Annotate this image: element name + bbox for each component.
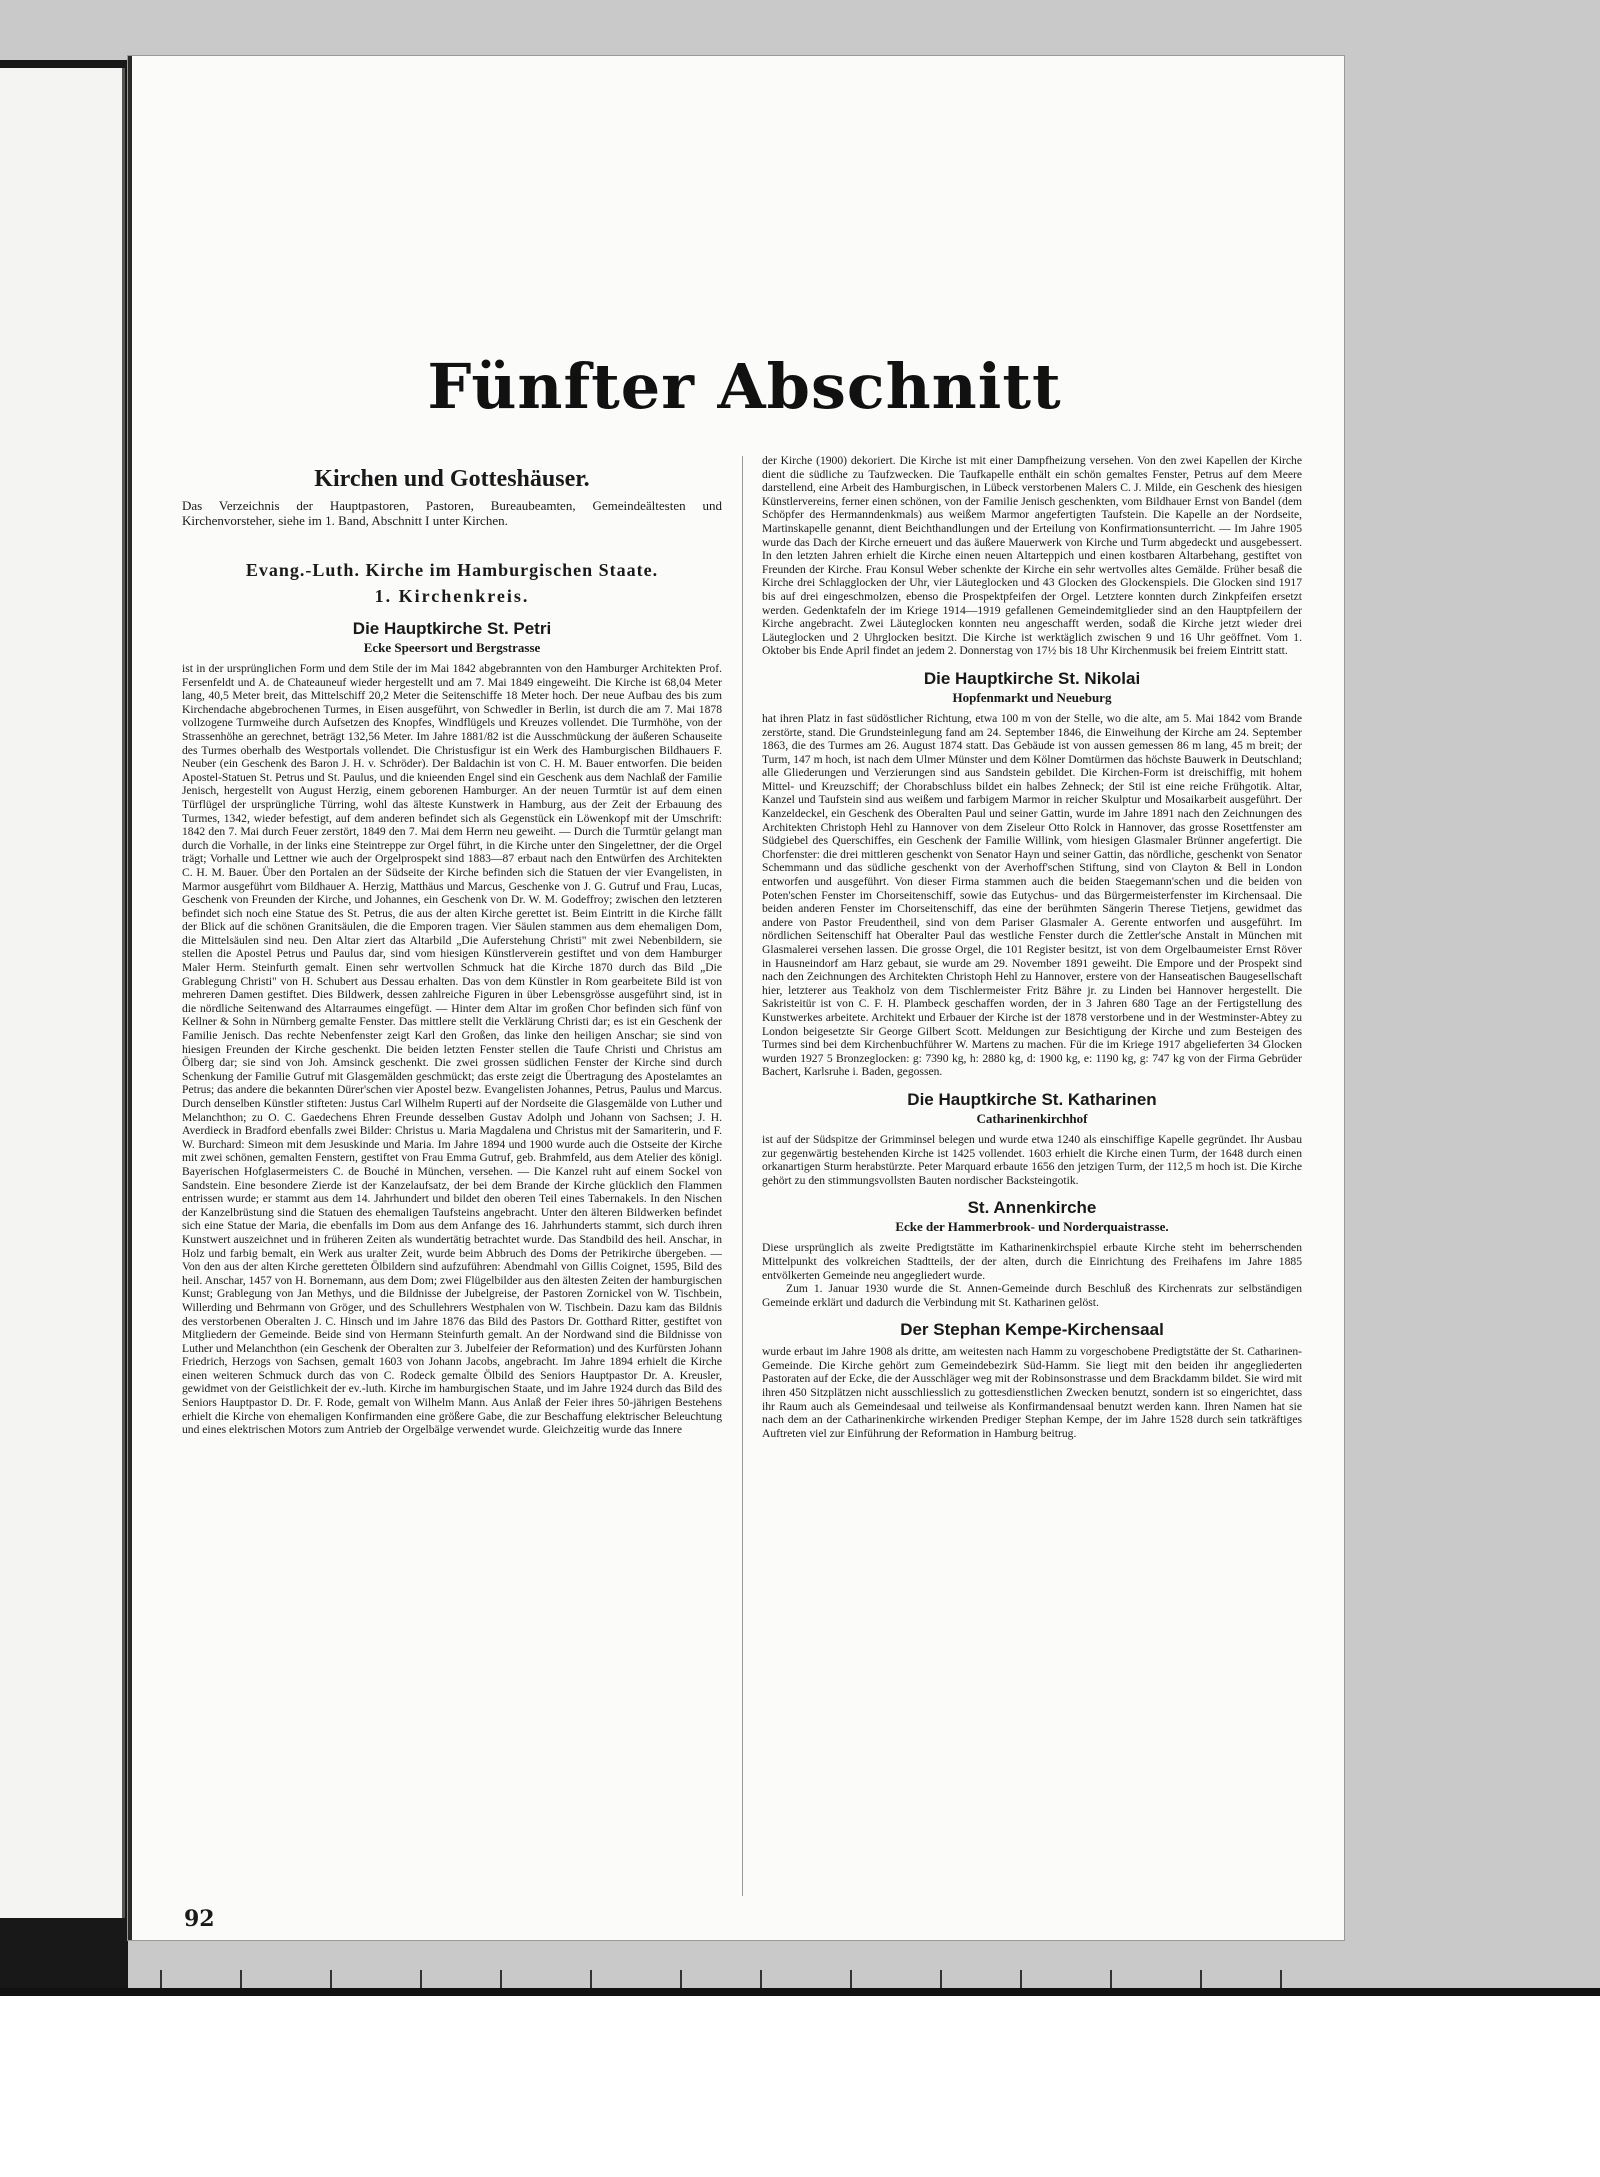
church-text-st-katharinen: ist auf der Südspitze der Grimminsel belegen und wurde etwa 1240 als einschiffige Kapelle gegründet. Ihr Ausbau zur gegenwärtig bestehenden Kirche ist 1425 vollendet. 1603 erhielt die Kirche einen Turm, der 1648 durch einen orkanartigen Sturm herabstürzte. Peter Marquard erbaute 1656 den jetzigen Turm, der 112,5 m hoch ist. Die Kirche gehört zu den stimmungsvollsten Bauten nordischer Backsteingotik. [762,1132,1302,1187]
previous-page-edge [0,68,125,1918]
church-text-st-annen-2: Zum 1. Januar 1930 wurde die St. Annen-Gemeinde durch Beschluß des Kirchenrats zur selbständigen Gemeinde erklärt und dadurch die Verbindung mit St. Katharinen gelöst. [762,1282,1302,1309]
page-number: 92 [184,1906,215,1932]
church-address-st-katharinen: Catharinenkirchhof [976,1110,1088,1126]
church-title-st-nikolai: Die Hauptkirche St. Nikolai [923,668,1141,688]
church-address-st-petri: Ecke Speersort und Bergstrasse [363,640,541,655]
church-title-st-annen: St. Annenkirche [967,1198,1097,1218]
church-text-st-petri-continued: der Kirche (1900) dekoriert. Die Kirche ist mit einer Dampfheizung versehen. Von den zwei Kapellen der Kirche dient die südliche zu Taufzwecken. Die Taufkapelle enthält ein schön gemaltes Fenster, Petrus auf dem Meere darstellend, eine Arbeit des Hamburgischen, in Lübeck verstorbenen Malers C. J. Milde, ein Geschenk des hiesigen Künstlervereins, ferner einen schönen, von der Familie Jenisch geschenkten, vom Bildhauer Ernst von Bandel (dem Schöpfer des Hermanndenkmals) aus weißem Marmor angefertigten Taufstein. Die Kapelle an der Nordseite, Martinskapelle genannt, dient Beichthandlungen und der Erteilung von Konfirmationsunterricht. — Im Jahre 1905 wurde das Dach der Kirche erneuert und das äußere Mauerwerk von Kirche und Turm abgedeckt und ausgebessert. In den letzten Jahren erhielt die Kirche einen neuen Altarteppich und einen kostbaren Altarbehang, gestiftet von Freunden der Kirche. Frau Konsul Weber schenkte der Kirche ein sehr wertvolles altes Gemälde. Früher besaß die Kirche drei Schlagglocken der Uhr, vier Läuteglocken und 43 Glocken des Glockenspiels. Die Glocken sind 1917 bis auf drei eingeschmolzen, ebenso die Prospektpfeifen der Orgel. Letztere konnten durch Zinkpfeifen ersetzt werden. Gedenktafeln der im Kriege 1914—1919 gefallenen Gemeindemitglieder sind an den Hauptpfeilern der Kirche angebracht. Zwei Läuteglocken konnten neu angeschafft werden, sodaß die Kirche jetzt wieder drei Läuteglocken und 2 Uhrglocken besitzt. Die Kirche ist werktäglich zwischen 9 und 16 Uhr geöffnet. Vom 1. Oktober bis Ende April findet an jedem 2. Donnerstag von 17½ bis 18 Uhr Kirchenmusik bei freiem Eintritt statt. [762,454,1302,658]
left-column [182,456,722,1437]
column-divider [742,456,743,1896]
right-column [762,454,1302,1440]
church-title-stephan-kempe: Der Stephan Kempe-Kirchensaal [900,1320,1164,1340]
kirchenkreis-heading: 1. Kirchenkreis. [374,586,530,606]
church-text-st-nikolai: hat ihren Platz in fast südöstlicher Richtung, etwa 100 m von der Stelle, wo die alte, am 5. Mai 1842 vom Brande zerstörte, stand. Die Grundsteinlegung fand am 24. September 1846, die Einweihung der Kirche am 24. September 1863, die des Turmes am 26. August 1874 statt. Das Gebäude ist von aussen gemessen 86 m lang, 45 m breit; der Turm, 147 m hoch, ist nach dem Ulmer Münster und dem Kölner Domtürmen das höchste Bauwerk in Deutschland; alle Gliederungen und Verzierungen sind aus Sandstein gebildet. Die Kirchen-Form ist dreischiffig, mit hohem Mittel- und Kreuzschiff; der Chorabschluss bildet ein halbes Zehneck; der Stil ist eine reiche Frühgotik. Altar, Kanzel und Taufstein sind aus weißem und farbigem Marmor in reicher Skulptur und Mosaikarbeit ausgeführt. Der Kanzeldeckel, ein Geschenk des Oberalten Paul und seiner Gattin, wurde im Jahre 1891 nach den Zeichnungen des Architekten Christoph Hehl zu Hannover von dem Ziseleur Otto Rolck in Hannover, das grosse Rosettfenster am Südgiebel des Querschiffes, ein Geschenk der Familie Willink, vom hiesigen Glasmaler Brünner angefertigt. Die Chorfenster: die drei mittleren geschenkt von Senator Hayn und seiner Gattin, das nördliche, geschenkt von Senator Schemmann und das südliche geschenkt von der Averhoff'schen Stiftung, sind von Clayton & Bell in London entworfen und ausgeführt. Von dieser Firma stammen auch die beiden Staegemann'schen und die beiden von Poten'schen Fenster im Chorseitenschiff, sowie das Eutychus- und das Bürgermeisterfenster im Kirchensaal. Die beiden anderen Fenster im Chorseitenschiff, das eine der berühmten Sängerin Therese Tietjens, gewidmet das andere von Pastor Freudentheil, sind von dem Pariser Glasmaler A. Gerente entworfen und ausgeführt. Im nördlichen Seitenschiff hat Oberalter Paul das westliche Fenster durch die Zettler'sche Anstalt in München mit Glasmalerei versehen lassen. Die grosse Orgel, die 101 Register besitzt, ist von dem Orgelbaumeister Ernst Röver in Hausneindorf am Harz gebaut, sie wurde am 29. November 1891 geweiht. Die Empore und der Prospekt sind nach den Zeichnungen des Architekten Christoph Hehl zu Hannover, erstere von der Hanseatischen Baugesellschaft hier, letzterer aus Teakholz von dem Tischlermeister Fritz Bähre jr. zu Linden bei Hannover hergestellt. Die Sakristeitür ist von C. F. H. Plambeck geschaffen worden, der in 3 Jahren 680 Tage an der Fertigstellung des Kunstwerkes arbeitete. Architekt und Erbauer der Kirche ist der 1878 verstorbene und in der Westminster-Abtey zu London beigesetzte Sir George Gilbert Scott. Meldungen zur Besichtigung der Kirche und zum Besteigen des Turmes sind bei dem Kirchenbuchführer W. Martens zu machen. Für die im Kriege 1917 abgelieferten 34 Glocken wurden 1927 5 Bronzeglocken: g: 7390 kg, h: 2880 kg, d: 1900 kg, e: 1190 kg, g: 747 kg von der Firma Gebrüder Bachert, Karlsruhe i. Baden, gegossen. [762,711,1302,1079]
chapter-title: Fünfter Abschnitt [427,350,1062,423]
section-heading: Kirchen und Gotteshäuser. [314,466,590,492]
intro-paragraph: Das Verzeichnis der Hauptpastoren, Pastoren, Bureaubeamten, Gemeindeältesten und Kirchenvorsteher, siehe im 1. Band, Abschnitt I unter Kirchen. [182,498,722,528]
church-section-heading: Evang.-Luth. Kirche im Hamburgischen Staate. [245,560,659,580]
church-title-st-katharinen: Die Hauptkirche St. Katharinen [907,1089,1157,1109]
page-content [182,56,1307,1940]
church-title-st-petri: Die Hauptkirche St. Petri [352,619,552,638]
scanner-ruler [0,1970,1600,1990]
church-address-st-annen: Ecke der Hammerbrook- und Norderquaistrasse. [895,1219,1169,1235]
church-text-stephan-kempe: wurde erbaut im Jahre 1908 als dritte, am weitesten nach Hamm zu vorgeschobene Predigtstätte der St. Catharinen-Gemeinde. Die Kirche gehört zum Gemeindebezirk Süd-Hamm. Sie liegt mit den beiden ihr angegliederten Pastoraten auf der Ecke, die der Ausschläger weg mit der Robinsonstrasse und dem Brackdamm bildet. Sie wird mit ihren 450 Sitzplätzen nicht ausschliesslich zu gottesdienstlichen Zwecken benutzt, sondern ist so eingerichtet, dass ihr Raum auch als Gemeindesaal und teilweise als Konfirmandensaal benutzt werden kann. Ihren Namen hat sie nach dem an der Catharinenkirche wirkenden Prediger Stephan Kempe, der im Jahre 1528 durch sein tatkräftiges Auftreten viel zur Einführung der Reformation in Hamburg beitrug. [762,1345,1302,1440]
church-text-st-petri: ist in der ursprünglichen Form und dem Stile der im Mai 1842 abgebrannten von den Hamburger Architekten Prof. Fersenfeldt und A. de Chateauneuf wieder hergestellt und am 7. Mai 1849 eingeweiht. Die Kirche ist 68,04 Meter lang, 40,5 Meter breit, das Mittelschiff 20,2 Meter die Seitenschiffe 18 Meter hoch. Der neue Aufbau des bis zum Kirchendache abgebrochenen Turmes, in Eisen ausgeführt, von Schwedler in Berlin, ist durch die am 7. Mai 1878 vollzogene Turmweihe durch Aufsetzen des Knopfes, Windflügels und Kreuzes vollendet. Die Turmhöhe, von der Strassenhöhe an gerechnet, beträgt 132,56 Meter. Im Jahre 1881/82 ist die Ausschmückung der äußeren Schauseite des Turmes oberhalb des Westportals vollendet. Die Christusfigur ist ein Werk des Hamburgischen Bildhauers F. Neuber (ein Geschenk des Baron J. H. v. Schröder). Der Baldachin ist von C. H. M. Bauer entworfen. Die beiden Apostel-Statuen St. Petrus und St. Paulus, und die knieenden Engel sind ein Geschenk aus dem Nachlaß der Familie Jenisch, hergestellt von August Herzig, einem geborenen Hamburger. An der neuen Turmtür ist auf dem einen Türflügel der ursprüngliche Türring, wohl das älteste Kunstwerk in Hamburg, aus der Zeit der Erbauung des Turmes, 1342, wieder befestigt, auf dem anderen befindet sich als Gegenstück ein Löwenkopf mit der Umschrift: 1842 den 7. Mai durch Feuer zerstört, 1849 den 7. Mai dem Herrn neu geweiht. — Durch die Turmtür gelangt man durch die Vorhalle, in der links eine Steintreppe zur Orgel führt, in die Kirche unter den Singelettner, der die Orgel trägt; Vorhalle und Lettner wie auch der Orgelprospekt sind 1883—87 erbaut nach den Entwürfen des Architekten C. H. M. Bauer. Über den Portalen an der Südseite der Kirche befinden sich die Statuen der vier Evangelisten, in Marmor ausgeführt vom Bildhauer A. Herzig, Matthäus und Marcus, Geschenke von J. G. Gutruf und Frau, Lucas, Geschenk von Freunden der Kirche, und Johannes, ein Geschenk von Dr. W. M. Godeffroy; zwischen den letzteren befindet sich noch eine Statue des St. Petrus, die aus der alten Kirche gerettet ist. Beim Eintritt in die Kirche fällt der Blick auf die schönen Granitsäulen, die die Emporen tragen. Vier Säulen stammen aus dem ehemaligen Dom, die Mittelsäulen sind neu. Den Altar ziert das Altarbild „Die Auferstehung Christi" mit zwei Nebenbildern, sie stellen die Apostel Petrus und Paulus dar, sind vom hiesigen Künstlerverein gestiftet und von dem Hamburger Maler Herm. Steinfurth gemalt. Einen sehr wertvollen Schmuck hat die Kirche 1870 durch das Bild „Die Grablegung Christi" von H. Schubert aus Dessau erhalten. Das von dem Künstler in Rom gearbeitete Bild ist von mehreren Damen gestiftet. Dies Bildwerk, dessen zahlreiche Figuren in über Lebensgrösse ausgeführt sind, ist in die nördliche Seitenwand des Altarraumes eingefügt. — Hinter dem Altar im großen Chor befinden sich fünf von Kellner & Sohn in Nürnberg gemalte Fenster. Das mittlere stellt die Verklärung Christi dar; es ist ein Geschenk der Familie Jenisch. Das rechte Nebenfenster zeigt Karl den Großen, das linke den heiligen Anschar; sie sind von hiesigen Freunden der Kirche geschenkt. Die beiden letzten Fenster stellen die Taufe Christi und Christus am Ölberg dar; sie sind von Joh. Amsinck geschenkt. Die zwei grossen südlichen Fenster der Kirche sind durch Schenkung der Familie Gutruf mit Glasgemälden geschmückt; das erste zeigt die Übertragung des Apostelamtes an Petrus; das andere die bekannten Dürer'schen vier Apostel bezw. Evangelisten Johannes, Petrus, Paulus und Marcus. Durch denselben Künstler stifteten: Justus Carl Wilhelm Ruperti auf der Nordseite die Glasgemälde von Luther und Melanchthon; zu O. C. Gaedechens Ehren Freunde desselben Gustav Adolph und Johann von Sachsen; J. H. Averdieck in Bradford ebenfalls zwei Bilder: Christus u. Maria Magdalena und Christus mit der Samariterin, und F. W. Burchard: Simeon mit dem Jesuskinde und Maria. Im Jahre 1894 und 1900 wurde auch die Ostseite der Kirche mit zwei schönen, gemalten Fenstern, gestiftet von Frau Emma Gutruf, geb. Brahmfeld, aus dem Atelier des königl. Bayerischen Hofglasermeisters C. de Bouché in München, versehen. — Die Kanzel ruht auf einem Sockel von Sandstein. Eine besondere Zierde ist der Kanzelaufsatz, der bei dem Brande der Kirche glücklich den Flammen entrissen wurde; er stammt aus dem 14. Jahrhundert und bildet den oberen Teil eines Tabernakels. In den Nischen der Kanzelbrüstung sind die Statuen des ehemaligen Taufsteins angebracht. Unter den älteren Bildwerken befindet sich eine Statue der Maria, die ebenfalls im Dom aus dem Anfange des 16. Jahrhunderts stammt, sich durch ihren Kunstwert auszeichnet und in früheren Zeiten als wundertätig betrachtet wurde. Das Standbild des heil. Anschar, in Holz und farbig bemalt, ein Werk aus uralter Zeit, wurde beim Abbruch des Doms der Petrikirche übergeben. — Von den aus der alten Kirche geretteten Ölbildern sind aufzuführen: Abendmahl von Gillis Coignet, 1595, Bild des heil. Anschar, 1457 von H. Bornemann, aus dem Dom; zwei Flügelbilder aus den ältesten Zeiten der hamburgischen Kunst; Grablegung von Jan Methys, und die Bildnisse der Jubelgreise, der Pastoren Zornickel von W. Tischbein, Willerding und Behrmann von Gröger, und des Schullehrers Westphalen von W. Tischbein. Dazu kam das Bildnis des verstorbenen Oberalten J. C. Hinsch und im Jahre 1876 das Bild des Pastors Dr. Gotthard Ritter, gestiftet von Mitgliedern der Gemeinde. Beide sind von Hermann Steinfurth gemalt. An der Nordwand sind die Bildnisse von Luther und Melanchthon (ein Geschenk der Oberalten zur 3. Jubelfeier der Reformation) und des Kurfürsten Johann Friedrich, Herzogs von Sachsen, gemalt 1603 von Johann Jacobs, angebracht. Im Jahre 1894 erhielt die Kirche einen weiteren Schmuck durch das von C. Rodeck gemalte Ölbild des Seniors Hauptpastor Dr. A. Kreusler, gewidmet von der Geistlichkeit der ev.-luth. Kirche im hamburgischen Staate, und im Jahre 1924 durch das Bild des Seniors Hauptpastor D. Dr. F. Rode, gemalt von Wilhelm Mann. Aus Anlaß der Feier ihres 50-jährigen Bestehens erhielt die Kirche von ehemaligen Konfirmanden eine größere Gabe, die zur Beschaffung elektrischer Beleuchtung und eines elektrischen Motors zum Antrieb der Orgelbälge verwendet wurde. Gleichzeitig wurde das Innere [182,662,722,1437]
book-page [128,56,1344,1940]
church-address-st-nikolai: Hopfenmarkt und Neueburg [952,689,1112,705]
church-text-st-annen: Diese ursprünglich als zweite Predigtstätte im Katharinenkirchspiel erbaute Kirche steht im beherrschenden Mittelpunkt des volkreichen Stadtteils, der der alten, durch die Einrichtung des Freihafens im Jahre 1885 entvölkerten Gemeinde neu angegliedert wurde. [762,1241,1302,1282]
scanner-bottom-edge [0,1988,1600,1996]
